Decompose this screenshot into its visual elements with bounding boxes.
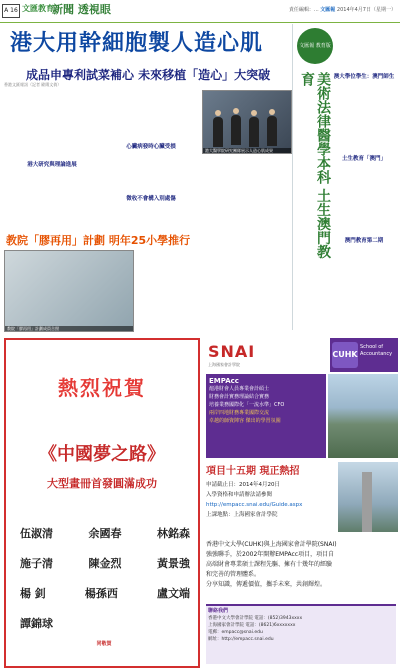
sidebar-head-2: 土生教育「澳門」 xyxy=(341,156,386,162)
article-body-5 xyxy=(104,202,198,228)
ad-title: 《中國夢之路》 xyxy=(39,444,165,465)
names-row xyxy=(20,585,190,601)
desc-line: 高端財會專業碩士課程先驅、擁有十幾年的經驗 xyxy=(206,561,333,568)
ad-names xyxy=(20,525,190,645)
article-byline: 香港文匯報訊（記者 歐陽文倩） xyxy=(4,82,62,87)
contact-email[interactable]: 電郵：empacc@snai.edu xyxy=(208,630,263,635)
article-body-1 xyxy=(4,90,100,158)
article-photo-2 xyxy=(4,250,134,332)
name: 施子清 xyxy=(20,557,53,570)
names-row xyxy=(20,555,190,571)
tower-photo xyxy=(338,462,398,532)
info-line: 上課地點：上海國家會計學院 xyxy=(206,512,278,518)
contact-head: 聯絡我們 xyxy=(208,608,229,614)
section-tag: 文匯教育 xyxy=(22,4,54,13)
section-head-1: 港大研究與理論進展 xyxy=(27,162,77,168)
article-photo-1 xyxy=(202,90,292,154)
article-body-4 xyxy=(104,150,198,190)
secondary-headline: 教院「膠再用」計劃 明年25小學推行 xyxy=(6,234,191,247)
sidebar-body-1 xyxy=(333,80,395,150)
name: 余國春 xyxy=(88,527,122,540)
photo-1-caption: 港大醫學院研究團隊展示人造心肌成果 xyxy=(203,148,291,153)
header-brand: 文匯報 xyxy=(320,7,336,13)
photo-2-caption: 教院「膠再用」計劃成員合照 xyxy=(5,326,133,331)
name: 陳金烈 xyxy=(88,557,122,570)
empacc-line: 兩岸四地財務專業國際交流 xyxy=(209,410,270,416)
name: 林銘森 xyxy=(157,527,190,540)
name: 楊孫西 xyxy=(84,587,118,600)
info-link[interactable]: http://empacc.snai.edu/Guide.aspx xyxy=(206,502,303,508)
main-subhead: 成品申專利試菜補心 未來移植「造心」大突破 xyxy=(26,68,271,82)
page-number: A 16 xyxy=(2,4,20,18)
empacc-line: 滬港財會人員專業會計碩士 xyxy=(209,386,270,392)
article-body-7 xyxy=(136,250,208,330)
name: 譚錦球 xyxy=(20,617,53,630)
desc-line: 和完善的管理體系。 xyxy=(206,571,261,578)
sidebar-body-3 xyxy=(297,246,395,326)
empacc-title: EMPAcc xyxy=(209,377,239,385)
cuhk-logo xyxy=(330,338,398,372)
congrats-ad xyxy=(4,338,200,668)
desc-line: 分享知識，傳遞價值，攜手未來，共創輝煌。 xyxy=(206,581,327,588)
sidebar-intro xyxy=(337,28,395,68)
enroll-info xyxy=(206,480,336,520)
name: 黃景強 xyxy=(157,557,190,570)
header-meta-left: 責任編輯：... xyxy=(288,7,319,13)
sidebar-body-2 xyxy=(333,162,395,232)
article-body-2 xyxy=(4,168,100,228)
name: 盧文端 xyxy=(157,587,190,600)
sidebar xyxy=(292,24,397,330)
main-headline: 港大用幹細胞製人造心肌 xyxy=(10,30,264,56)
ad-sponsor: 同敬賀 xyxy=(96,641,112,647)
section-head-3: 徵收不會構入別處傷 xyxy=(126,196,176,202)
article-body-6 xyxy=(202,156,290,228)
sidebar-head-3: 澳門教育第二期 xyxy=(344,238,384,244)
cuhk-text: School of Accountancy xyxy=(360,344,393,357)
sidebar-head-1: 澳大學位學生：澳門師生 xyxy=(333,74,395,80)
page-header xyxy=(0,0,400,23)
desc-line: 強強聯手，於2002年開辦EMPAcc項目，項目自 xyxy=(206,551,335,558)
ad-greeting: 熱烈祝賀 xyxy=(58,376,146,400)
desc-line: 香港中文大學(CUHK)與上海國家會計學院(SNAI) xyxy=(206,541,337,548)
sidebar-badge: 文匯報 教育版 xyxy=(297,28,333,64)
section-title: 新聞 透視眼 xyxy=(52,3,111,16)
enroll-title: 項目十五期 現正熱招 xyxy=(206,466,300,477)
names-row xyxy=(20,615,190,631)
tower-shape xyxy=(362,472,372,532)
empacc-line: 財務會計實務理論結合實務 xyxy=(209,394,270,400)
cuhk-mark: CUHK xyxy=(332,342,358,368)
program-description xyxy=(206,540,396,590)
name: 伍淑清 xyxy=(20,527,53,540)
empacc-box xyxy=(206,374,326,458)
campus-photo xyxy=(328,374,398,458)
contact-box xyxy=(206,604,396,664)
header-meta xyxy=(289,6,396,13)
snai-mark: SNAI xyxy=(208,342,256,361)
info-line: 申請截止日：2014年4月20日 xyxy=(206,482,280,488)
info-line: 入學資格和申請辦法請參閱 xyxy=(206,492,273,498)
snai-subtitle: 上海國家會計學院 xyxy=(208,362,240,367)
name: 楊 釗 xyxy=(20,587,46,600)
sidebar-vertical-title: 美術法律醫學本科 土生澳門教育 xyxy=(299,72,331,259)
article-body-8 xyxy=(212,250,290,330)
snai-logo xyxy=(208,342,288,372)
contact-url[interactable]: 網址：http://empacc.snai.edu xyxy=(208,637,274,642)
contact-line: 上海國家會計學院 電話：(8621)6xxxxxxx xyxy=(208,623,296,628)
empacc-line: 培養業務國際化「一流水準」CFO xyxy=(209,402,285,408)
empacc-line: 卓越的師資陣容 傑出的學習氛圍 xyxy=(209,418,281,424)
header-date: 2014年4月7日（星期一） xyxy=(336,7,396,13)
ad-subtitle: 大型畫冊首發圓滿成功 xyxy=(47,477,157,490)
article-body-3 xyxy=(104,90,198,140)
section-head-2: 心臟病發時心臟受損 xyxy=(126,144,176,150)
names-row xyxy=(20,525,190,541)
contact-line: 香港中文大學會計學院 電話：(852)3943xxxx xyxy=(208,616,303,621)
